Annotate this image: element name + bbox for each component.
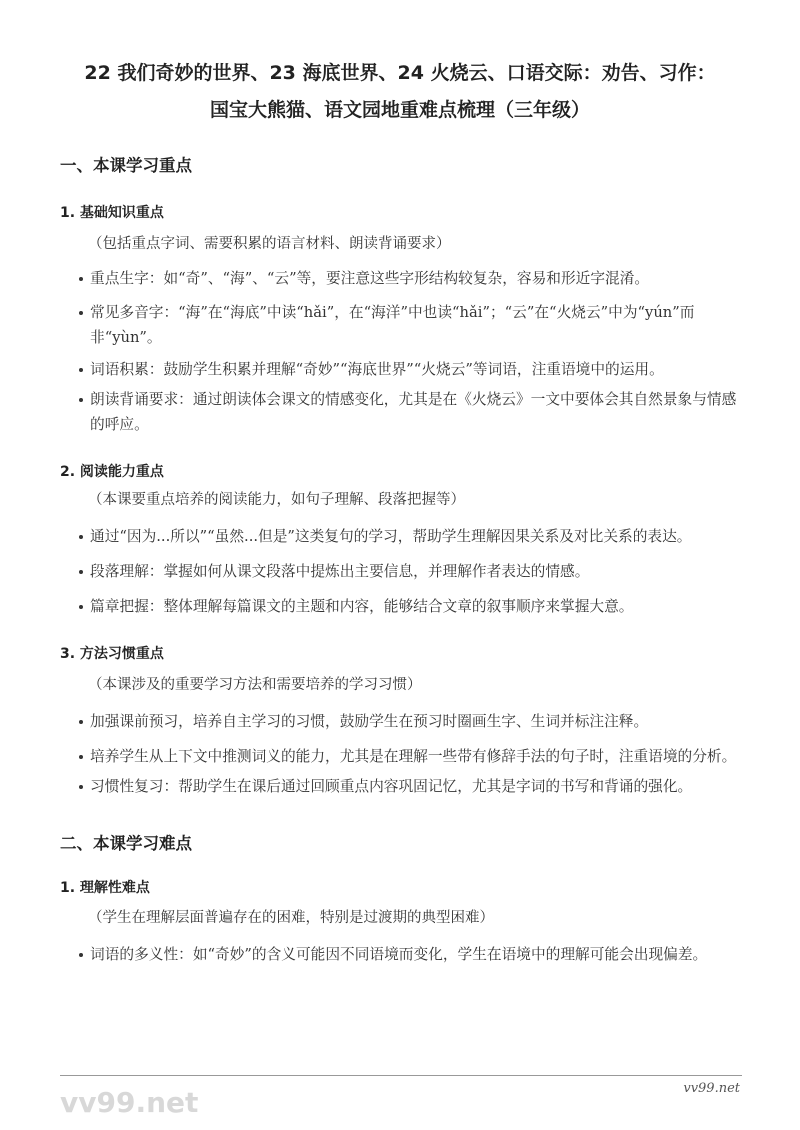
watermark: vv99.net [60, 1086, 199, 1119]
subsection-heading: 1. 理解性难点 [60, 880, 150, 896]
subsection-note: （学生在理解层面普遍存在的困难，特别是过渡期的典型困难） [88, 910, 494, 926]
subsection-note: （本课涉及的重要学习方法和需要培养的学习习惯） [88, 677, 422, 693]
title-line-1: 22 我们奇妙的世界、23 海底世界、24 火烧云、口语交际：劝告、习作： [84, 62, 716, 84]
list-item: 习惯性复习：帮助学生在课后通过回顾重点内容巩固记忆，尤其是字词的书写和背诵的强化。 [90, 774, 750, 799]
footer-text: vv99.net [683, 1081, 740, 1096]
list-item: 重点生字：如“奇”、“海”、“云”等，要注意这些字形结构较复杂，容易和形近字混淆。 [90, 266, 750, 291]
list-item: 朗读背诵要求：通过朗读体会课文的情感变化，尤其是在《火烧云》一文中要体会其自然景象与情感的呼应。 [90, 387, 750, 437]
list-item: 篇章把握：整体理解每篇课文的主题和内容，能够结合文章的叙事顺序来掌握大意。 [90, 594, 750, 619]
footer-divider [60, 1075, 742, 1076]
list-item: 词语的多义性：如“奇妙”的含义可能因不同语境而变化，学生在语境中的理解可能会出现偏差。 [90, 942, 750, 967]
list-item: 培养学生从上下文中推测词义的能力，尤其是在理解一些带有修辞手法的句子时，注重语境的分析。 [90, 744, 750, 769]
list-item: 词语积累：鼓励学生积累并理解“奇妙”“海底世界”“火烧云”等词语，注重语境中的运用。 [90, 357, 750, 382]
subsection-heading: 3. 方法习惯重点 [60, 646, 164, 662]
subsection-heading: 2. 阅读能力重点 [60, 464, 164, 480]
section-heading: 一、本课学习重点 [60, 156, 192, 175]
list-item: 加强课前预习，培养自主学习的习惯，鼓励学生在预习时圈画生字、生词并标注注释。 [90, 709, 750, 734]
list-item: 通过“因为...所以”“虽然...但是”这类复句的学习，帮助学生理解因果关系及对比关系的表达。 [90, 524, 750, 549]
subsection-note: （包括重点字词、需要积累的语言材料、朗读背诵要求） [88, 236, 451, 252]
list-item: 常见多音字：“海”在“海底”中读“hǎi”，在“海洋”中也读“hǎi”；“云”在“火烧云”中为“yún”而非“yùn”。 [90, 300, 750, 350]
subsection-heading: 1. 基础知识重点 [60, 205, 164, 221]
list-item: 段落理解：掌握如何从课文段落中提炼出主要信息，并理解作者表达的情感。 [90, 559, 750, 584]
section-heading: 二、本课学习难点 [60, 834, 192, 853]
subsection-note: （本课要重点培养的阅读能力，如句子理解、段落把握等） [88, 492, 465, 508]
document-title [0, 55, 800, 129]
title-line-2: 国宝大熊猫、语文园地重难点梳理（三年级） [209, 99, 590, 121]
